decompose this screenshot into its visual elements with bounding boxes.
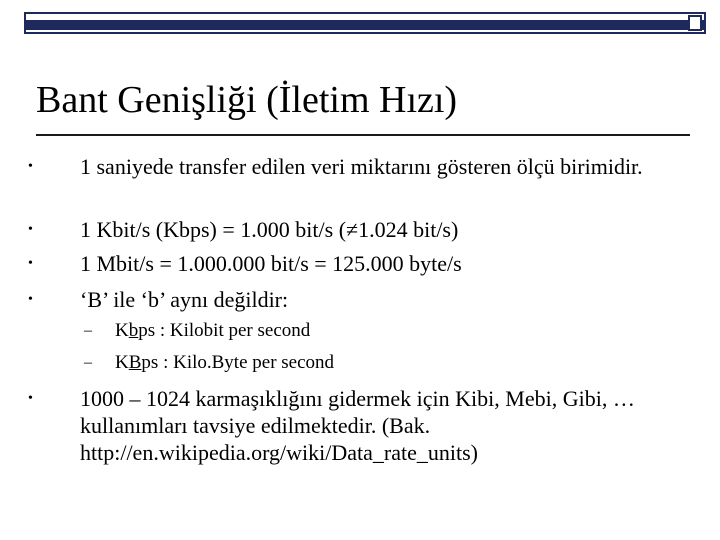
slide-title: Bant Genişliği (İletim Hızı): [36, 79, 458, 121]
sub-bullet-marker: –: [84, 322, 92, 339]
bullet-marker: •: [28, 256, 33, 271]
sub-bullet-item-2: [115, 351, 675, 375]
bullet-marker: •: [28, 391, 33, 406]
bullet-marker: •: [28, 222, 33, 237]
title-divider: [36, 134, 690, 136]
sub-bullet-item-1: [115, 319, 675, 343]
bullet-marker: •: [28, 292, 33, 307]
sub-bullet-prefix: K: [115, 352, 129, 373]
bullet-item-3: 1 Mbit/s = 1.000.000 bit/s = 125.000 byte/s: [80, 251, 462, 276]
bullet-item-5: 1000 – 1024 karmaşıklığını gidermek için Kibi, Mebi, Gibi, … kullanımları tavsiye edilmektedir. (Bak. http://en.wikipedia.org/wiki/Data_rate_units): [80, 386, 635, 465]
sub-bullet-suffix: ps : Kilo.Byte per second: [141, 352, 335, 373]
sub-bullet-underlined: b: [128, 320, 139, 341]
bullet-marker: •: [28, 159, 33, 174]
sub-bullet-prefix: K: [115, 320, 129, 341]
top-bar-square: [688, 15, 702, 31]
bullet-item-2: 1 Kbit/s (Kbps) = 1.000 bit/s (≠1.024 bit/s): [80, 217, 459, 242]
sub-bullet-underlined: B: [128, 352, 142, 373]
top-decorative-bar: [24, 12, 706, 34]
bullet-item-4: ‘B’ ile ‘b’ aynı değildir:: [80, 287, 289, 312]
top-bar-stripe: [26, 20, 704, 30]
bullet-item-1: 1 saniyede transfer edilen veri miktarını gösteren ölçü birimidir.: [80, 154, 643, 179]
sub-bullet-marker: –: [84, 354, 92, 371]
sub-bullet-suffix: ps : Kilobit per second: [138, 320, 311, 341]
